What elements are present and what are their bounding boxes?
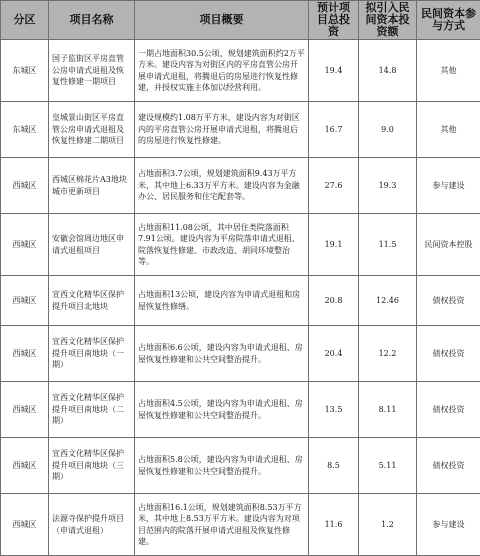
cell-private-capital: 9.0 [359, 102, 417, 158]
table-row [1, 214, 480, 276]
cell-total-investment: 20.4 [309, 326, 359, 382]
cell-total-investment: 27.6 [309, 158, 359, 214]
cell-district: 西城区 [1, 326, 49, 382]
cell-project-name: 宣西文化精华区保护提升项目南地块（一期） [49, 326, 135, 382]
cell-project-name: 皇城景山街区平房直管公房申请式退租及恢复性修建二期项目 [49, 102, 135, 158]
cell-private-capital: 14.8 [359, 40, 417, 102]
cell-project-overview: 一期占地面积30.5公顷，规划建筑面积约2万平方米。建设内容为对街区内的平房直管公房开展申请式退租，将腾退后的房屋进行恢复性修建，并授权实施主体加以经营利用。 [135, 40, 309, 102]
cell-private-capital: 8.11 [359, 382, 417, 438]
cell-project-overview: 占地面积16.1公顷，规划建筑面积8.53万平方米，其中地上8.53万平方米。建设内容为对项目范围内的院落开展申请式退租及恢复性修建。 [135, 494, 309, 556]
cell-project-overview: 占地面积11.08公顷，其中居住类院落面积7.91公顷。建设内容为平房院落申请式退租、院落恢复性修建、市政改造、胡同环境整治等。 [135, 214, 309, 276]
cell-district: 西城区 [1, 214, 49, 276]
cell-project-name: 西城区棉花片A3地块城市更新项目 [49, 158, 135, 214]
cell-participation-mode: 参与建设 [417, 494, 480, 556]
cell-project-name: 宣西文化精华区保护提升项目北地块 [49, 276, 135, 326]
cell-participation-mode: 债权投资 [417, 326, 480, 382]
cell-district: 西城区 [1, 494, 49, 556]
cell-total-investment: 19.1 [309, 214, 359, 276]
cell-private-capital: 11.5 [359, 214, 417, 276]
cell-district: 东城区 [1, 102, 49, 158]
cell-private-capital: 12.46 [359, 276, 417, 326]
header-project-overview: 项目概要 [135, 1, 309, 40]
cell-project-name: 国子监街区平房直管公房申请式退租及恢复性修建一期项目 [49, 40, 135, 102]
cell-participation-mode: 参与建设 [417, 158, 480, 214]
header-total-investment: 预计项目总投资 [309, 1, 359, 40]
cell-participation-mode: 债权投资 [417, 382, 480, 438]
cell-project-overview: 建设规模约1.08万平方米，建设内容为对街区内的平房直管公房开展申请式退租，将腾退后的房屋进行恢复性修建。 [135, 102, 309, 158]
table-row [1, 158, 480, 214]
cell-participation-mode: 其他 [417, 40, 480, 102]
cell-total-investment: 8.5 [309, 438, 359, 494]
cell-participation-mode: 其他 [417, 102, 480, 158]
cell-district: 西城区 [1, 158, 49, 214]
cell-district: 东城区 [1, 40, 49, 102]
cell-private-capital: 5.11 [359, 438, 417, 494]
cell-participation-mode: 民间资本控股 [417, 214, 480, 276]
header-district: 分区 [1, 1, 49, 40]
cell-participation-mode: 债权投资 [417, 438, 480, 494]
cell-total-investment: 16.7 [309, 102, 359, 158]
cell-private-capital: 1.2 [359, 494, 417, 556]
cell-private-capital: 12.2 [359, 326, 417, 382]
cell-project-overview: 占地面积5.8公顷，建设内容为申请式退租、房屋恢复性修建和公共空间整治提升。 [135, 438, 309, 494]
cell-total-investment: 11.6 [309, 494, 359, 556]
cell-project-overview: 占地面积3.7公顷，规划建筑面积9.43万平方米，其中地上6.33万平方米。建设内容为金融办公、居民服务和住宅配套等。 [135, 158, 309, 214]
table-row [1, 438, 480, 494]
header-participation-mode: 民间资本参与方式 [417, 1, 480, 40]
cell-project-overview: 占地面积4.5公顷，建设内容为申请式退租、房屋恢复性修建和公共空间整治提升。 [135, 382, 309, 438]
cell-district: 西城区 [1, 382, 49, 438]
cell-participation-mode: 债权投资 [417, 276, 480, 326]
cell-district: 西城区 [1, 276, 49, 326]
header-private-capital: 拟引入民间资本投资额 [359, 1, 417, 40]
table-row [1, 494, 480, 556]
table-row [1, 40, 480, 102]
header-project-name: 项目名称 [49, 1, 135, 40]
header-row [1, 1, 480, 40]
table-row [1, 382, 480, 438]
cell-project-name: 宣西文化精华区保护提升项目南地块（二期） [49, 382, 135, 438]
cell-project-name: 法源寺保护提升项目（申请式退租） [49, 494, 135, 556]
cell-project-overview: 占地面积13公顷，建设内容为申请式退租和房屋恢复性修缮。 [135, 276, 309, 326]
cell-project-name: 安徽会馆周边地区申请式退租项目 [49, 214, 135, 276]
table-row [1, 102, 480, 158]
cell-private-capital: 19.3 [359, 158, 417, 214]
cell-district: 西城区 [1, 438, 49, 494]
cell-total-investment: 13.5 [309, 382, 359, 438]
table-row [1, 276, 480, 326]
cell-project-overview: 占地面积6.6公顷，建设内容为申请式退租、房屋恢复性修建和公共空间整治提升。 [135, 326, 309, 382]
cell-total-investment: 20.8 [309, 276, 359, 326]
cell-total-investment: 19.4 [309, 40, 359, 102]
table-row [1, 326, 480, 382]
cell-project-name: 宣西文化精华区保护提升项目南地块（三期） [49, 438, 135, 494]
